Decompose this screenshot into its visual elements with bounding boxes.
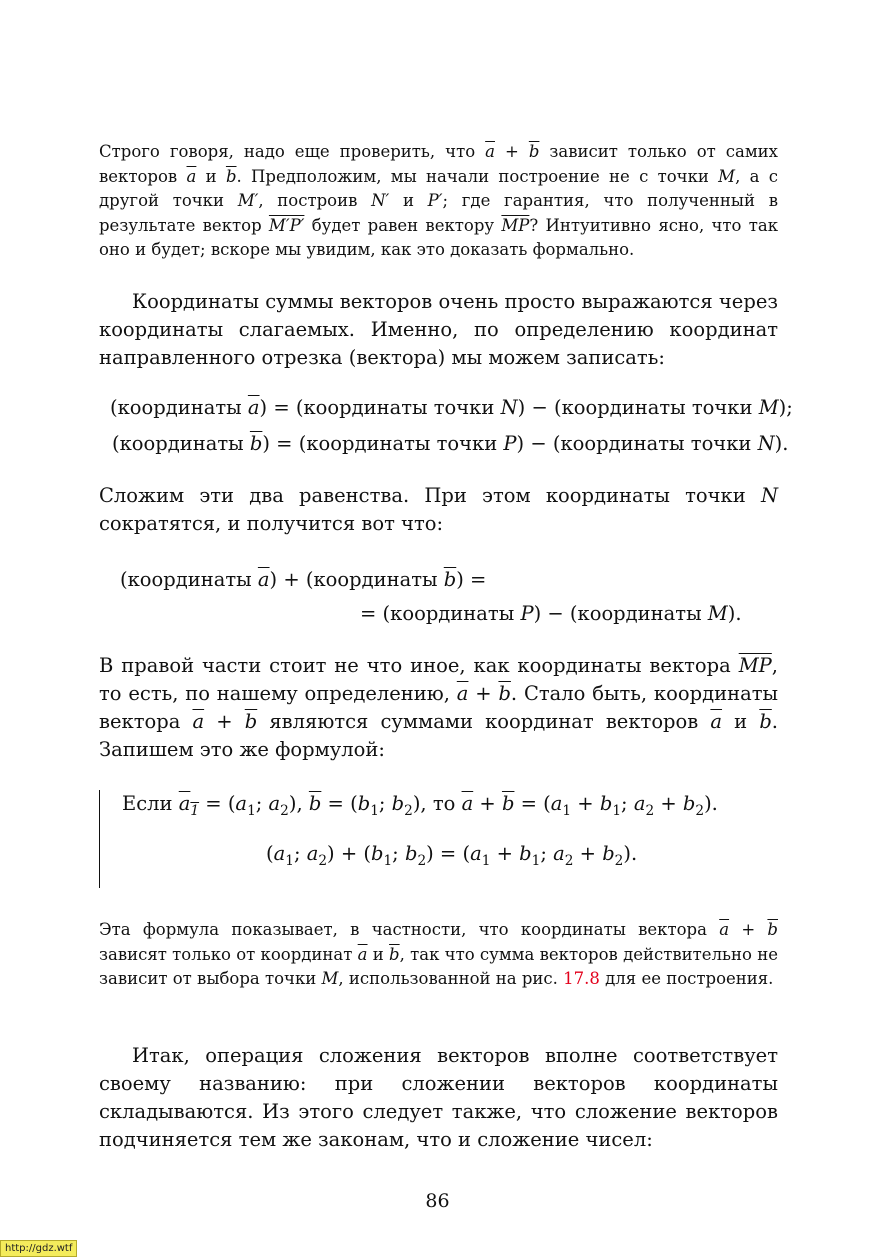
paragraph-add-equalities: Сложим эти два равенства. При этом координаты точки N сократятся, и получится вот что: [99,484,778,535]
paragraph-coordinates-intro: Координаты суммы векторов очень просто выражаются через координаты слагаемых. Именно, по определению координат направленного отрезка (вектора) мы можем записать: [99,290,778,369]
source-link-badge[interactable]: http://gdz.wtf [0,1240,77,1257]
formula-coordinate-sum: ($a_1$; $a_2) + (b_1$; $b_2) = (a_1 + b_1$; $a_2 + b_2$). [266,842,638,869]
page-number: 86 [425,1190,450,1212]
formula-if-statement: Если $a_1 = (a_1$; $a_2$), $\overline{b} = (b_1$; $b_2$), то $\overline{a} + \overline{b} = (a_1 + b_1$; $a_2 + b_2$). [122,792,718,819]
paragraph-formula-note: Эта формула показывает, в частности, что координаты вектора $\overline{a} + \overline{b}$ зависят только от координат $\overline{a}$ и $\overline{b}$, так что сумма векторов действительно не зависит от выбора точки M, использованной на рис. 17.8 для ее построения. [99,920,778,989]
equation-coords-b: (координаты $\overline{b}$) = (координаты точки P) − (координаты точки N). [112,432,789,455]
equation-sum-left: (координаты $\overline{a}$) + (координаты $\overline{b}$) = [120,568,487,591]
paragraph-note-independence: Строго говоря, надо еще проверить, что $\overline{a} + \overline{b}$ зависит только от самих векторов $\overline{a}$ и $\overline{b}$. Предположим, мы начали построение не с точки M, а с другой точки M′, построив N′ и P′; где гарантия, что полученный в результате вектор M′P′ будет равен вектору $\overline{MP}$? Интуитивно ясно, что так оно и будет; вскоре мы увидим, как это доказать формально. [99,142,779,260]
paragraph-conclusion: Итак, операция сложения векторов вполне соответствует своему названию: при сложении векторов координаты складываются. Из этого следует также, что сложение векторов подчиняется тем же законам, что и сложение чисел: [99,1044,778,1151]
equation-sum-right: = (координаты P) − (координаты M). [360,602,742,625]
formula-margin-bar [99,790,100,888]
equation-coords-a: (координаты $\overline{a}$) = (координаты точки N) − (координаты точки M); [110,396,793,419]
paragraph-right-side: В правой части стоит не что иное, как координаты вектора $\overline{MP}$, то есть, по нашему определению, $\overline{a} + \overline{b}$. Стало быть, координаты вектора $\overline{a} + \overline{b}$ являются суммами координат векторов $\overline{a}$ и $\overline{b}$. Запишем это же формулой: [99,654,779,761]
figure-reference-link[interactable]: 17.8 [563,969,600,989]
